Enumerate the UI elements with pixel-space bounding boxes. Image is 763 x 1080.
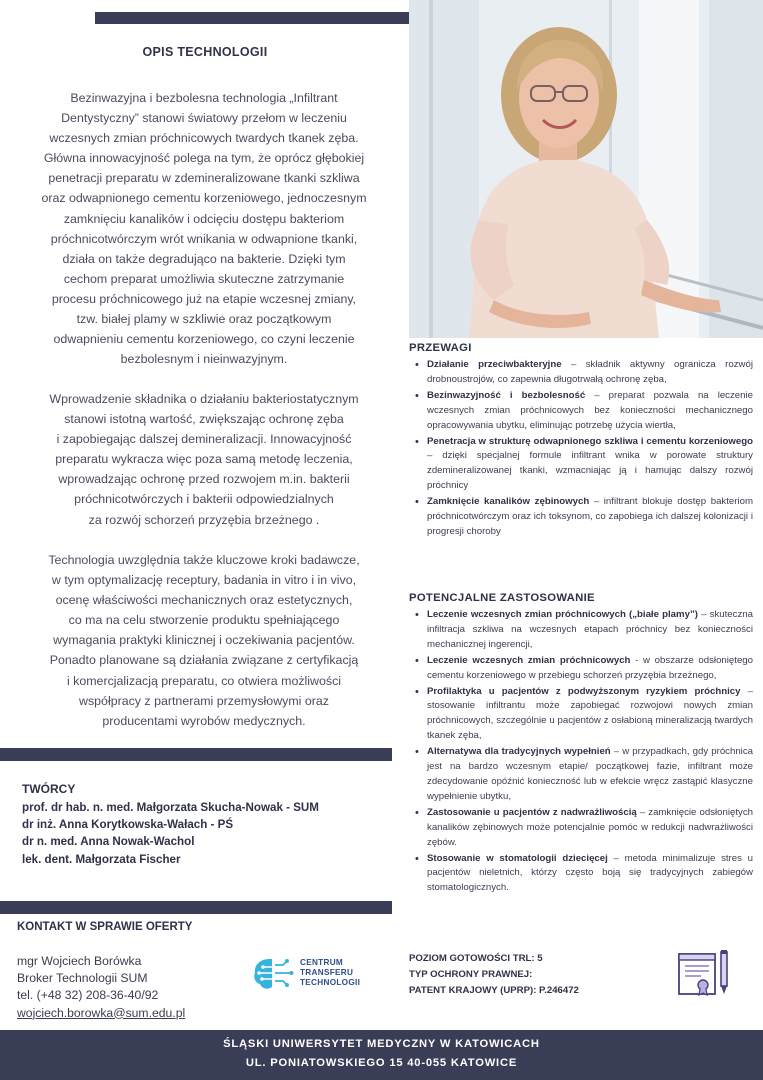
paragraph-line: producentami wyrobów medycznych. [102, 713, 306, 728]
list-item [413, 435, 753, 495]
footer-university: ŚLĄSKI UNIWERSYTET MEDYCZNY W KATOWICACH [223, 1038, 540, 1050]
paragraph-line: tzw. białej plamy w szkliwie oraz początkowym [76, 312, 332, 327]
contact-role: Broker Technologii SUM [17, 971, 148, 986]
contact-phone[interactable]: tel. (+48 32) 208-36-40/92 [17, 988, 159, 1003]
paragraph-line: próchnicotwórczym wrót wnikania w odwapnione tkanki, [50, 231, 358, 246]
item-text: – preparat pozwala na leczenie wczesnych zmian próchnicowych bez konieczności mechanicznego opracowywania ubytku, eliminując potrzebę użycia wiertła, [427, 389, 754, 431]
item-title: Działanie przeciwbakteryjne [427, 359, 562, 370]
paragraph-line: ocenę właściwości mechanicznych oraz estetycznych, [55, 593, 353, 608]
footer [0, 1030, 763, 1080]
paragraph-line: i komercjalizacją preparatu, co otwiera możliwości [66, 673, 342, 688]
przewagi-list [413, 358, 753, 541]
creator-name: dr inż. Anna Korytkowska-Wałach - PŚ [22, 818, 234, 832]
paragraph-line: co ma na celu stworzenie produktu spełniającego [68, 613, 340, 628]
zastosowanie-list [413, 608, 753, 897]
contact-email-link[interactable]: wojciech.borowka@sum.edu.pl [17, 1005, 186, 1020]
opis-heading: OPIS TECHNOLOGII [142, 45, 268, 59]
paragraph-line: próchnicotwórczych i bakterii odpowiedzialnych [74, 492, 334, 507]
creators-heading: TWÓRCY [22, 782, 76, 796]
paragraph-line: bezbolesnym i nieinwazyjnym. [120, 352, 288, 367]
contact-heading: KONTAKT W SPRAWIE OFERTY [17, 921, 193, 933]
paragraph-line: odwapnieniu cementu korzeniowego, co czyni leczenie [53, 332, 355, 347]
paragraph-line: wymagania praktyki klinicznej i oczekiwania pacjentów. [53, 633, 355, 648]
list-item [413, 495, 753, 540]
paragraph-line: Dentystyczny” stanowi światowy przełom w leczeniu [61, 111, 347, 126]
item-title: Leczenie wczesnych zmian próchnicowych („białe plamy”) [427, 609, 698, 620]
paragraph-line: Wprowadzenie składnika o działaniu bakteriostatycznym [49, 392, 359, 406]
creators-divider-bar [0, 748, 392, 761]
centrum-transferu-logo [250, 953, 390, 997]
paragraph-line: wczesnych zmian próchnicowych twardych tkanek zęba. [49, 131, 359, 146]
item-text: – metoda minimalizuje stres u pacjentów nieletnich, którzy często boją się tradycyjnych zabiegów stomatologicznych. [427, 852, 753, 894]
paragraph-line: preparatu wykracza więc poza samą metodę leczenia, [55, 452, 353, 467]
paragraph-line: oraz odwapnionego cementu korzeniowego, jednoczesnym [41, 191, 367, 206]
opis-paragraph-1 [8, 88, 400, 369]
item-text: – składnik aktywny ogranicza rozwój drobnoustrojów, co zapewnia długotrwałą ochronę zęba, [427, 359, 753, 385]
logo-text [300, 958, 360, 988]
list-item [413, 685, 753, 745]
item-title: Penetracja w strukturę odwapnionego szkliwa i cementu korzeniowego [427, 435, 753, 447]
item-text: – skuteczna infiltracja szkliwa na wczesnych etapach próchnicy bez konieczności mechanicznej ingerencji, [427, 609, 753, 650]
paragraph-line: Ponadto planowane są działania związane z certyfikacją [49, 653, 359, 668]
zastosowanie-heading: POTENCJALNE ZASTOSOWANIE [409, 592, 595, 604]
portrait-photo [409, 0, 763, 338]
item-title: Profilaktyka u pacjentów z podwyższonym ryzykiem próchnicy [427, 685, 741, 697]
paragraph-line: Technologia uwzględnia także kluczowe kroki badawcze, [48, 553, 360, 567]
list-item [413, 389, 753, 434]
contact-divider-bar [0, 901, 392, 914]
logo-line: CENTRUM [300, 958, 344, 967]
list-item [413, 745, 753, 805]
item-title: Alternatywa dla tradycyjnych wypełnień [427, 746, 611, 758]
paragraph-line: zamknięciu kanalików i odcięciu dostępu bakteriom [63, 211, 345, 226]
list-item [413, 852, 753, 897]
item-title: Zastosowanie u pacjentów z nadwrażliwością [427, 806, 637, 818]
paragraph-line: działa on także degradująco na bakterie. Dzięki tym [62, 251, 346, 266]
item-text: – zamknięcie odsłoniętych kanalików zębinowych może potencjalnie pomóc w redukcji nadwrażliwości zębów. [427, 806, 753, 848]
item-text: – w przypadkach, gdy próchnica jest na bardzo wczesnym etapie/ początkowej fazie, infiltrant może zdecydowanie opóźnić konieczność lub w efekcie wręcz zastąpić klasyczne wypełnienie ubytku, [427, 746, 753, 802]
item-title: Bezinwazyjność i bezbolesność [427, 389, 586, 401]
list-item [413, 806, 753, 851]
paragraph-line: penetracji preparatu w zdemineralizowane tkanki szkliwa [48, 171, 360, 186]
paragraph-line: Bezinwazyjna i bezbolesna technologia „Infiltrant [70, 91, 338, 105]
item-title: Leczenie wczesnych zmian próchnicowych [427, 654, 631, 666]
portrait-illustration [409, 0, 763, 338]
trl-info [409, 951, 579, 998]
opis-paragraph-2 [8, 389, 400, 530]
creator-name: lek. dent. Małgorzata Fischer [22, 852, 181, 866]
item-title: Stosowanie w stomatologii dziecięcej [427, 852, 608, 864]
list-item [413, 608, 753, 653]
logo-line: TECHNOLOGII [300, 978, 361, 987]
creators-section [22, 782, 392, 868]
paragraph-line: Główna innowacyjność polega na tym, że oprócz głębokiej [43, 151, 365, 166]
creator-name: dr n. med. Anna Nowak-Wachol [22, 835, 195, 849]
paragraph-line: i zapobiegając dalszej demineralizacji. Innowacyjność [56, 432, 352, 447]
contact-name: mgr Wojciech Borówka [17, 954, 142, 968]
paragraph-line: procesu próchnicowego już na etapie wczesnej zmiany, [51, 291, 357, 306]
item-text: – stosowanie infiltrantu może zapobiegać rozwojowi nowych zmian próchnicowych, szczególnie u pacjentów z osłabioną mineralizacją twardych tkanek zęba, [427, 685, 753, 742]
opis-paragraph-3 [8, 550, 400, 731]
trl-level: POZIOM GOTOWOŚCI TRL: 5 [409, 953, 543, 964]
paragraph-line: cechom preparat umożliwia skuteczne zatrzymanie [63, 271, 345, 286]
paragraph-line: za rozwój schorzeń przyzębia brzeżnego . [88, 512, 320, 527]
item-text: - w obszarze odsłoniętego cementu korzeniowego w przebiegu schorzeń przyzębia brzeżnego, [427, 654, 754, 681]
patent-certificate-icon [677, 948, 733, 998]
paragraph-line: stanowi istotną wartość, zwiększając ochronę zęba [64, 412, 344, 427]
paragraph-line: w tym optymalizację receptury, badania in vitro i in vivo, [51, 573, 357, 588]
patent-number: PATENT KRAJOWY (UPRP): P.246472 [409, 984, 579, 996]
item-text: – dzięki specjalnej formule infiltrant wnika w porowate struktury zdemineralizowanej tkanki, wzmacniając ją i hamując dalszy rozwój próchnicy [427, 450, 753, 492]
list-item [413, 654, 753, 684]
list-item [413, 358, 753, 388]
creator-name: prof. dr hab. n. med. Małgorzata Skucha-Nowak - SUM [22, 801, 319, 814]
item-text: – infiltrant blokuje dostęp bakteriom próchnicotwórczym oraz ich toksynom, co zapobiega ich dalszej kolonizacji i progresji choroby [427, 496, 753, 537]
footer-address: UL. PONIATOWSKIEGO 15 40-055 KATOWICE [245, 1057, 518, 1069]
item-title: Zamknięcie kanalików zębinowych [427, 496, 590, 508]
contact-details [17, 953, 185, 1022]
przewagi-heading: PRZEWAGI [409, 342, 472, 354]
legal-protection-type: TYP OCHRONY PRAWNEJ: [409, 968, 533, 980]
paragraph-line: współpracy z partnerami przemysłowymi oraz [79, 693, 329, 708]
logo-line: TRANSFERU [300, 968, 354, 977]
brain-circuit-icon [250, 953, 296, 995]
paragraph-line: wprowadzając ochronę przed rozwojem m.in. bakterii [58, 472, 350, 487]
